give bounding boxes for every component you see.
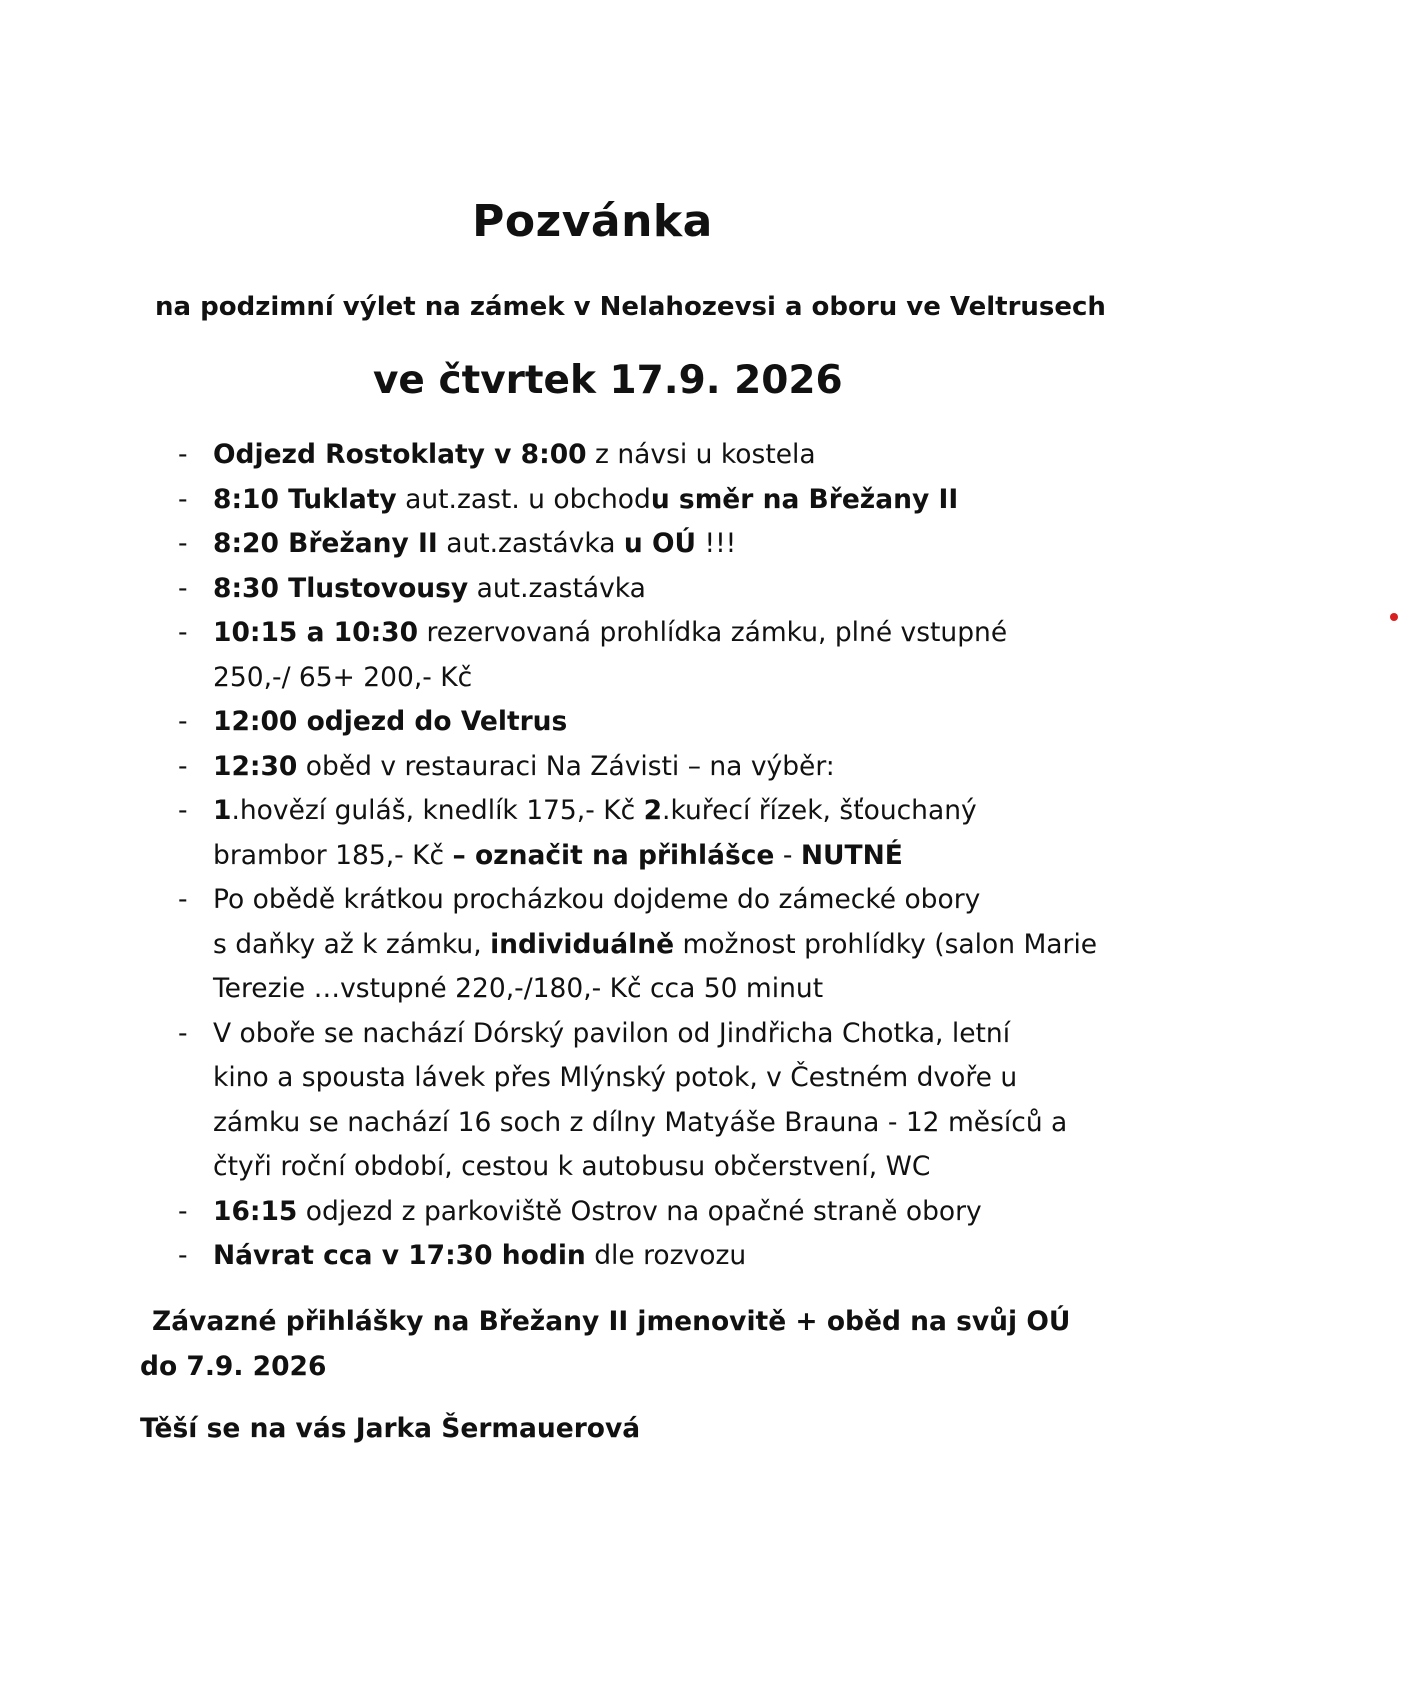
schedule-item bbox=[170, 789, 1070, 878]
schedule-item bbox=[170, 567, 1070, 612]
schedule-item-line bbox=[213, 478, 1070, 523]
red-dot-mark bbox=[1390, 613, 1398, 621]
schedule-text-segment: Po obědě krátkou procházkou dojdeme do zámecké obory bbox=[213, 884, 981, 915]
schedule-text-segment: 16:15 bbox=[213, 1195, 298, 1227]
schedule-item-line bbox=[213, 1145, 1070, 1190]
schedule-item-line bbox=[213, 567, 1070, 612]
schedule-text-segment: 250,-/ 65+ 200,- Kč bbox=[213, 661, 473, 693]
schedule-text-segment: 2 bbox=[643, 795, 663, 826]
schedule-text-segment: 8:30 Tlustovousy bbox=[213, 572, 469, 604]
bullet-dash: - bbox=[178, 483, 188, 515]
schedule-text-segment: - bbox=[774, 839, 801, 871]
schedule-item bbox=[170, 700, 1070, 745]
signup-deadline: do 7.9. 2026 bbox=[140, 1350, 327, 1382]
schedule-text-segment: brambor 185,- Kč bbox=[213, 839, 453, 871]
schedule-item-line bbox=[213, 611, 1070, 656]
schedule-text-segment: aut.zast. u obchod bbox=[396, 483, 651, 515]
schedule-text-segment: V oboře se nachází Dórský pavilon od Jindřicha Chotka, letní bbox=[213, 1017, 1011, 1049]
schedule-text-segment: oběd v restauraci Na Závisti – na výběr: bbox=[297, 750, 835, 782]
schedule-item-line bbox=[213, 789, 1070, 834]
schedule-item-line bbox=[213, 433, 1070, 478]
bullet-dash: - bbox=[178, 1240, 188, 1271]
schedule-item-line bbox=[213, 1101, 1070, 1146]
schedule-item-line bbox=[213, 1012, 1070, 1057]
schedule-text-segment: aut.zastávka bbox=[437, 528, 624, 559]
schedule-item-line bbox=[213, 1234, 1070, 1279]
schedule-text-segment: 12:30 bbox=[213, 750, 298, 782]
schedule-text-segment: 1 bbox=[213, 795, 232, 826]
schedule-text-segment: 8:10 Tuklaty bbox=[213, 483, 397, 515]
schedule-text-segment: .hovězí guláš, knedlík 175,- Kč bbox=[231, 795, 644, 826]
bullet-dash: - bbox=[178, 884, 188, 915]
schedule-text-segment: 8:20 Břežany II bbox=[213, 528, 438, 559]
schedule-item bbox=[170, 1190, 1070, 1235]
bullet-dash: - bbox=[178, 572, 188, 604]
schedule-item bbox=[170, 745, 1070, 790]
closing-signature: Těší se na vás Jarka Šermauerová bbox=[140, 1413, 641, 1444]
schedule-item-line bbox=[213, 878, 1070, 923]
schedule-item bbox=[170, 522, 1070, 567]
schedule-item-line bbox=[213, 967, 1070, 1012]
schedule-text-segment: s daňky až k zámku, bbox=[213, 928, 491, 960]
schedule-text-segment: !!! bbox=[696, 528, 737, 559]
invitation-subtitle: na podzimní výlet na zámek v Nelahozevsi a oboru ve Veltrusech bbox=[155, 292, 1106, 322]
schedule-item-line bbox=[213, 1056, 1070, 1101]
schedule-text-segment: aut.zastávka bbox=[468, 572, 646, 604]
schedule-item bbox=[170, 478, 1070, 523]
signup-notice bbox=[140, 1300, 1070, 1389]
schedule-text-segment: individuálně bbox=[490, 928, 675, 960]
schedule-text-segment: 10:15 a 10:30 bbox=[213, 617, 419, 648]
schedule-item bbox=[170, 1012, 1070, 1190]
schedule-text-segment: dle rozvozu bbox=[585, 1240, 747, 1271]
event-date: ve čtvrtek 17.9. 2026 bbox=[373, 358, 843, 403]
schedule-text-segment: Terezie …vstupné 220,-/180,- Kč cca 50 minut bbox=[213, 973, 824, 1004]
bullet-dash: - bbox=[178, 617, 188, 648]
schedule-text-segment: Návrat cca v 17:30 hodin bbox=[213, 1240, 586, 1271]
bullet-dash: - bbox=[178, 750, 188, 782]
bullet-dash: - bbox=[178, 528, 188, 559]
bullet-dash: - bbox=[178, 706, 188, 737]
bullet-dash: - bbox=[178, 1017, 188, 1049]
schedule-item-line bbox=[213, 1190, 1070, 1235]
schedule-item-line bbox=[213, 656, 1070, 701]
schedule-text-segment: u OÚ bbox=[623, 528, 697, 559]
schedule-text-segment: zámku se nachází 16 soch z dílny Matyáše Brauna - 12 měsíců a bbox=[213, 1106, 1068, 1138]
schedule-item-line bbox=[213, 923, 1098, 968]
schedule-text-segment: .kuřecí řízek, šťouchaný bbox=[662, 795, 977, 826]
schedule-item bbox=[170, 878, 1098, 1012]
bullet-dash: - bbox=[178, 1195, 188, 1227]
schedule-item-line bbox=[213, 834, 1070, 879]
invitation-title: Pozvánka bbox=[472, 196, 713, 247]
schedule-item-line bbox=[213, 522, 1070, 567]
schedule-text-segment: rezervovaná prohlídka zámku, plné vstupné bbox=[418, 617, 1008, 648]
schedule-item-line bbox=[213, 700, 1070, 745]
bullet-dash: - bbox=[178, 795, 188, 826]
schedule-text-segment: odjezd z parkoviště Ostrov na opačné straně obory bbox=[297, 1195, 982, 1227]
schedule-item bbox=[170, 433, 1070, 478]
schedule-text-segment: možnost prohlídky (salon Marie bbox=[674, 928, 1098, 960]
schedule-list bbox=[170, 433, 1098, 1279]
schedule-item-line bbox=[213, 745, 1070, 790]
schedule-text-segment: kino a spousta lávek přes Mlýnský potok, v Čestném dvoře u bbox=[213, 1062, 1018, 1093]
schedule-item bbox=[170, 1234, 1070, 1279]
schedule-text-segment: z návsi u kostela bbox=[586, 439, 816, 470]
schedule-text-segment: – označit na přihlášce bbox=[452, 839, 775, 871]
schedule-text-segment: Odjezd Rostoklaty v 8:00 bbox=[213, 439, 587, 470]
schedule-text-segment: 12:00 odjezd do Veltrus bbox=[213, 706, 568, 737]
schedule-item bbox=[170, 611, 1070, 700]
schedule-text-segment: čtyři roční období, cestou k autobusu občerstvení, WC bbox=[213, 1151, 931, 1182]
schedule-text-segment: u směr na Břežany II bbox=[650, 483, 959, 515]
signup-line-1: Závazné přihlášky na Břežany II jmenovitě + oběd na svůj OÚ bbox=[152, 1306, 1071, 1337]
bullet-dash: - bbox=[178, 439, 188, 470]
schedule-text-segment: NUTNÉ bbox=[800, 839, 903, 871]
